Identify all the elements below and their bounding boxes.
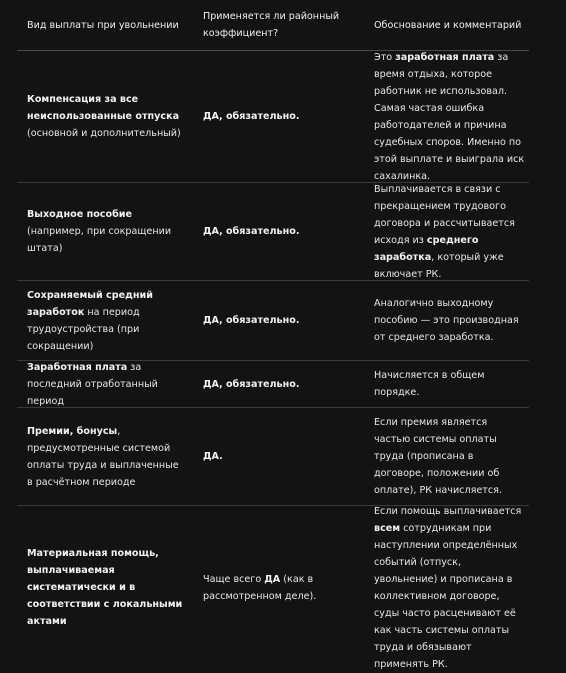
table-row [17, 408, 529, 506]
row-justification: Если помощь выплачивается всем сотрудникам при наступлении определённых событий (отпуск, увольнение) и прописана в коллективном договоре, суды часто расценивают её как часть системы оплаты труда и обязывают применять РК. [374, 505, 522, 670]
row-payment-type: Выходное пособие (например, при сокращении штата) [27, 209, 172, 254]
row-payment-type: Сохраняемый средний заработок на период трудоустройства (при сокращении) [27, 289, 153, 352]
row-justification: Начисляется в общем порядке. [374, 370, 485, 398]
row-payment-type: Заработная плата за последний отработанный период [27, 361, 158, 407]
header-justification: Обоснование и комментарий [374, 19, 522, 31]
table-row [17, 506, 529, 669]
row-justification: Выплачивается в связи с прекращением трудового договора и рассчитывается исходя из среднего заработка, который уже включает РК. [374, 183, 515, 280]
row-justification: Это заработная плата за время отдыха, которое работник не использовал. Самая частая ошибка работодателей и причина судебных споров. Именно по этой выплате и выиграла иск сахалинка. [374, 51, 525, 182]
row-justification: Если премия является частью системы оплаты труда (прописана в договоре, положении об оплате), РК начисляется. [374, 417, 502, 496]
header-coefficient-applies: Применяется ли районный коэффициент? [203, 11, 340, 39]
table-header-row [17, 0, 529, 51]
row-coefficient-applies: ДА, обязательно. [203, 111, 300, 122]
table-row [17, 51, 529, 183]
row-justification: Аналогично выходному пособию — это производная от среднего заработка. [374, 298, 519, 343]
row-coefficient-applies: ДА, обязательно. [203, 378, 300, 390]
table-row [17, 361, 529, 408]
row-payment-type: Компенсация за все неиспользованные отпуска (основной и дополнительный) [27, 94, 181, 139]
row-coefficient-applies: ДА, обязательно. [203, 315, 300, 326]
row-coefficient-applies: Чаще всего ДА (как в рассмотренном деле). [203, 573, 317, 602]
row-payment-type: Материальная помощь, выплачиваемая систематически и в соответствии с локальными актами [27, 548, 183, 627]
table-row [17, 281, 529, 361]
header-payment-type: Вид выплаты при увольнении [27, 19, 179, 31]
row-coefficient-applies: ДА. [203, 451, 223, 462]
row-payment-type: Премии, бонусы, предусмотренные системой оплаты труда и выплаченные в расчётном периоде [27, 425, 179, 488]
table-row [17, 183, 529, 281]
row-coefficient-applies: ДА, обязательно. [203, 226, 300, 237]
